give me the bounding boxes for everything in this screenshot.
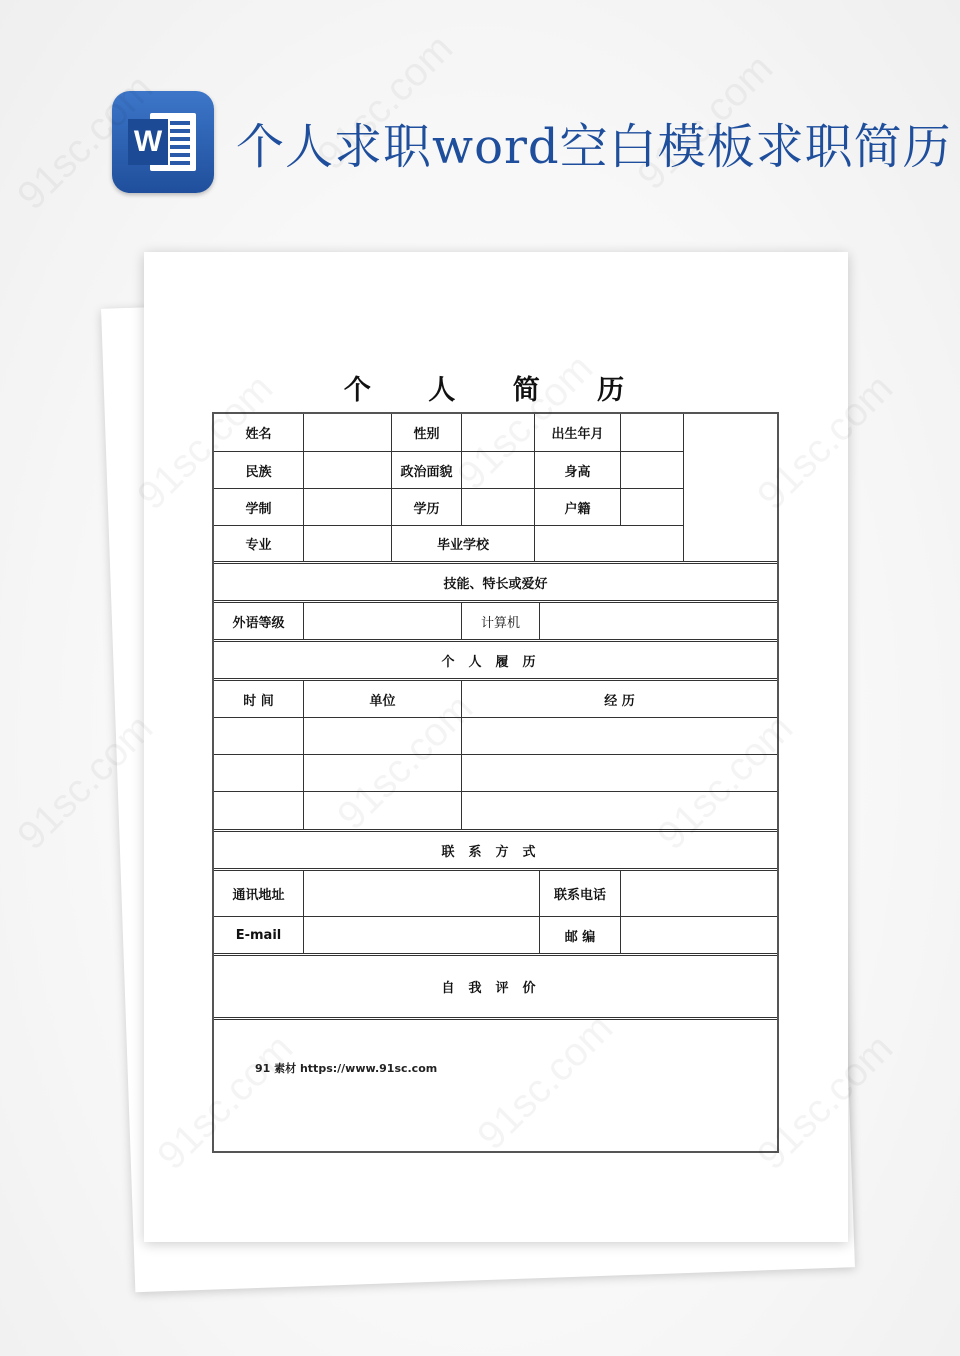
education-value[interactable]	[462, 489, 534, 525]
education-label: 学历	[413, 501, 440, 517]
computer-value[interactable]	[540, 603, 777, 640]
language-label: 外语等级	[232, 616, 285, 631]
footer-note: 91 素材 https://www.91sc.com	[255, 1062, 438, 1075]
self-eval-heading: 自我评价	[441, 981, 550, 996]
postcode-value[interactable]	[621, 917, 777, 953]
phone-value[interactable]	[621, 871, 777, 916]
email-value[interactable]	[304, 917, 539, 953]
school-label: 毕业学校	[436, 538, 489, 553]
hukou-value[interactable]	[621, 489, 683, 525]
ethnicity-label: 民族	[245, 464, 272, 480]
email-label: E-mail	[235, 927, 282, 943]
time-label: 时 间	[243, 693, 274, 709]
experience-label: 经 历	[604, 693, 635, 709]
height-value[interactable]	[621, 452, 683, 488]
height-label: 身高	[564, 464, 591, 480]
birth-label: 出生年月	[551, 427, 604, 442]
major-label: 专业	[245, 538, 272, 553]
hukou-label: 户籍	[564, 501, 591, 517]
resume-table	[212, 412, 779, 1153]
word-letter: W	[128, 119, 168, 165]
name-value[interactable]	[304, 414, 391, 451]
resume-title: 个 人 简 历	[343, 375, 649, 406]
contact-heading: 联系方式	[441, 844, 550, 860]
unit-label: 单位	[369, 693, 396, 709]
politics-label: 政治面貌	[400, 464, 453, 480]
resume-document	[144, 252, 848, 1242]
language-value[interactable]	[304, 603, 461, 640]
address-label: 通讯地址	[232, 888, 285, 903]
politics-value[interactable]	[462, 452, 534, 488]
address-value[interactable]	[304, 871, 539, 916]
birth-value[interactable]	[621, 414, 683, 451]
name-label: 姓名	[245, 427, 272, 442]
photo-cell[interactable]	[684, 414, 777, 561]
history-heading: 个人履历	[441, 654, 550, 670]
gender-value[interactable]	[462, 414, 534, 451]
header	[0, 80, 960, 210]
word-app-icon	[112, 91, 214, 193]
skills-heading: 技能、特长或爱好	[443, 576, 548, 592]
self-eval-content[interactable]	[214, 1020, 777, 1151]
schooling-value[interactable]	[304, 489, 391, 525]
phone-label: 联系电话	[553, 888, 606, 903]
gender-label: 性别	[413, 427, 440, 442]
postcode-label: 邮 编	[564, 929, 596, 945]
schooling-label: 学制	[245, 501, 272, 517]
computer-label: 计算机	[480, 616, 520, 631]
major-value[interactable]	[304, 526, 391, 561]
page-title: 个人求职word空白模板求职简历	[236, 119, 952, 175]
school-value[interactable]	[535, 526, 683, 561]
ethnicity-value[interactable]	[304, 452, 391, 488]
